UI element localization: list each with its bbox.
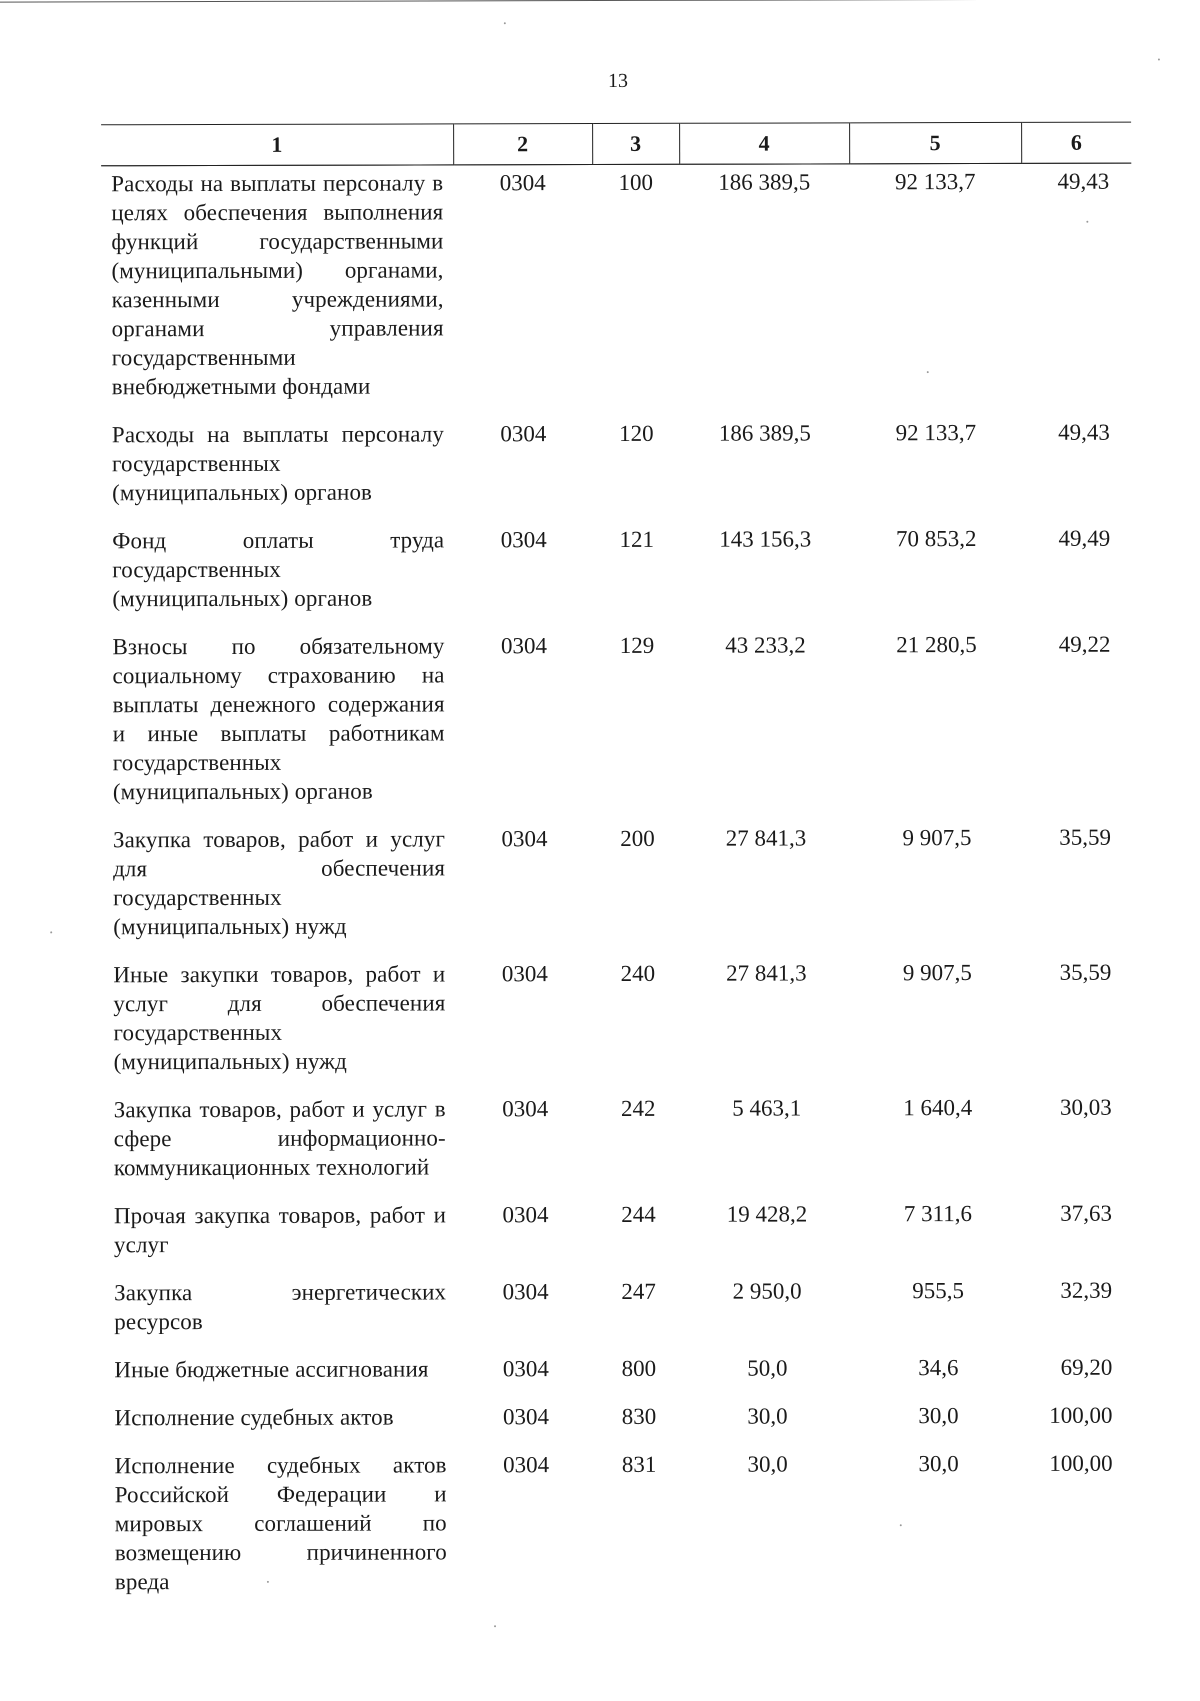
row-section-code: 0304 xyxy=(501,826,548,852)
row-execution-percent: 32,39 xyxy=(1060,1277,1113,1303)
row-execution-percent: 30,03 xyxy=(1059,1094,1112,1120)
row-executed-amount: 30,0 xyxy=(918,1403,959,1429)
row-planned-amount: 5 463,1 xyxy=(732,1095,802,1121)
header-col-4: 4 xyxy=(679,123,849,164)
header-col-1: 1 xyxy=(101,124,453,166)
row-expense-type: 200 xyxy=(620,825,655,851)
scan-speck xyxy=(900,1524,902,1526)
row-description: Иные бюджетные ассигнования xyxy=(114,1356,429,1383)
row-section-code: 0304 xyxy=(502,1404,550,1430)
row-executed-amount: 9 907,5 xyxy=(902,960,972,986)
header-row xyxy=(101,122,1131,166)
table-header xyxy=(101,122,1131,166)
row-execution-percent: 35,59 xyxy=(1059,824,1112,850)
scan-speck xyxy=(1086,221,1088,223)
scan-speck xyxy=(1158,59,1160,61)
row-executed-amount: 30,0 xyxy=(918,1451,959,1477)
table-row xyxy=(103,820,1133,958)
row-expense-type: 242 xyxy=(620,1095,656,1121)
row-section-code: 0304 xyxy=(500,421,547,447)
row-expense-type: 830 xyxy=(621,1403,657,1429)
budget-table-wrapper xyxy=(101,122,1135,1613)
row-expense-type: 800 xyxy=(621,1355,657,1381)
row-expense-type: 121 xyxy=(619,526,654,552)
row-description: Исполнение судебных актов Российской Федерации и мировых соглашений по возмещению причиненного вреда xyxy=(114,1452,447,1595)
row-section-code: 0304 xyxy=(502,1096,549,1122)
table-row xyxy=(104,1398,1134,1449)
row-description: Взносы по обязательному социальному страхованию на выплаты денежного содержания и иные выплаты работникам государственных (муниципальных) органов xyxy=(112,633,445,805)
row-expense-type: 120 xyxy=(619,420,654,446)
table-row xyxy=(101,163,1132,417)
scan-speck xyxy=(267,1581,269,1583)
row-description: Расходы на выплаты персоналу в целях обеспечения выполнения функций государственными (муниципальными) органами, казенными учреждениями, органами управления государственными внебюджетными фондами xyxy=(111,170,444,400)
row-execution-percent: 100,00 xyxy=(1049,1450,1113,1476)
row-expense-type: 100 xyxy=(618,169,654,195)
row-expense-type: 244 xyxy=(621,1201,656,1227)
row-description: Исполнение судебных актов xyxy=(114,1404,394,1431)
table-row xyxy=(102,521,1132,630)
table-row xyxy=(102,415,1132,524)
table-row xyxy=(104,1090,1134,1199)
row-section-code: 0304 xyxy=(502,1279,549,1305)
row-executed-amount: 70 853,2 xyxy=(895,526,977,552)
row-executed-amount: 1 640,4 xyxy=(903,1095,973,1121)
row-expense-type: 129 xyxy=(619,632,655,658)
row-planned-amount: 43 233,2 xyxy=(725,632,806,658)
table-body xyxy=(101,163,1135,1612)
scan-speck xyxy=(504,22,506,24)
row-planned-amount: 50,0 xyxy=(747,1355,788,1381)
row-executed-amount: 7 311,6 xyxy=(903,1201,973,1227)
row-planned-amount: 30,0 xyxy=(747,1451,788,1477)
row-planned-amount: 186 389,5 xyxy=(718,420,811,446)
row-executed-amount: 955,5 xyxy=(912,1278,965,1304)
row-section-code: 0304 xyxy=(499,170,546,196)
scan-speck xyxy=(927,371,929,373)
row-section-code: 0304 xyxy=(502,1202,549,1228)
table-row xyxy=(104,1273,1134,1353)
row-execution-percent: 49,49 xyxy=(1058,525,1111,551)
row-execution-percent: 49,43 xyxy=(1057,168,1110,194)
table-row xyxy=(104,1350,1134,1401)
row-description: Иные закупки товаров, работ и услуг для обеспечения государственных (муниципальных) нужд xyxy=(113,961,446,1075)
row-planned-amount: 27 841,3 xyxy=(726,960,807,986)
row-execution-percent: 69,20 xyxy=(1060,1354,1113,1380)
row-description: Расходы на выплаты персоналу государственных (муниципальных) органов xyxy=(111,421,444,506)
row-expense-type: 831 xyxy=(621,1451,657,1477)
table-row xyxy=(102,627,1133,823)
row-section-code: 0304 xyxy=(500,633,547,659)
row-description: Закупка товаров, работ и услуг в сфере информационно-коммуникационных технологий xyxy=(113,1096,446,1181)
header-col-2: 2 xyxy=(453,124,592,165)
row-expense-type: 247 xyxy=(621,1278,656,1304)
row-planned-amount: 143 156,3 xyxy=(719,526,812,552)
row-description: Закупка энергетических ресурсов xyxy=(114,1279,447,1335)
header-col-3: 3 xyxy=(592,123,679,164)
table-row xyxy=(104,1196,1134,1276)
row-description: Прочая закупка товаров, работ и услуг xyxy=(113,1202,446,1258)
row-executed-amount: 9 907,5 xyxy=(902,825,972,851)
scan-speck xyxy=(50,931,52,933)
row-planned-amount: 27 841,3 xyxy=(725,825,807,851)
row-section-code: 0304 xyxy=(502,1356,549,1382)
top-edge-line xyxy=(0,0,1198,3)
row-section-code: 0304 xyxy=(500,527,547,553)
row-expense-type: 240 xyxy=(620,960,656,986)
row-executed-amount: 92 133,7 xyxy=(894,169,976,195)
row-planned-amount: 30,0 xyxy=(747,1403,788,1429)
row-executed-amount: 92 133,7 xyxy=(895,420,977,446)
row-execution-percent: 35,59 xyxy=(1059,959,1112,985)
table-row xyxy=(105,1446,1135,1613)
row-execution-percent: 37,63 xyxy=(1060,1200,1112,1226)
row-description: Фонд оплаты труда государственных (муниципальных) органов xyxy=(112,527,445,612)
row-planned-amount: 186 389,5 xyxy=(718,169,811,195)
row-executed-amount: 34,6 xyxy=(918,1355,959,1381)
row-execution-percent: 100,00 xyxy=(1049,1402,1113,1428)
table-row xyxy=(103,955,1133,1093)
page-number: 13 xyxy=(607,69,629,92)
row-planned-amount: 19 428,2 xyxy=(726,1201,808,1227)
scan-speck xyxy=(494,1625,496,1627)
budget-table xyxy=(101,122,1135,1613)
row-execution-percent: 49,43 xyxy=(1058,419,1110,445)
row-section-code: 0304 xyxy=(503,1452,550,1478)
row-description: Закупка товаров, работ и услуг для обеспечения государственных (муниципальных) нужд xyxy=(112,826,446,940)
row-execution-percent: 49,22 xyxy=(1058,631,1111,657)
row-executed-amount: 21 280,5 xyxy=(896,632,977,658)
row-section-code: 0304 xyxy=(501,961,548,987)
header-col-6: 6 xyxy=(1021,122,1131,163)
header-col-5: 5 xyxy=(849,122,1021,163)
row-planned-amount: 2 950,0 xyxy=(732,1278,802,1304)
